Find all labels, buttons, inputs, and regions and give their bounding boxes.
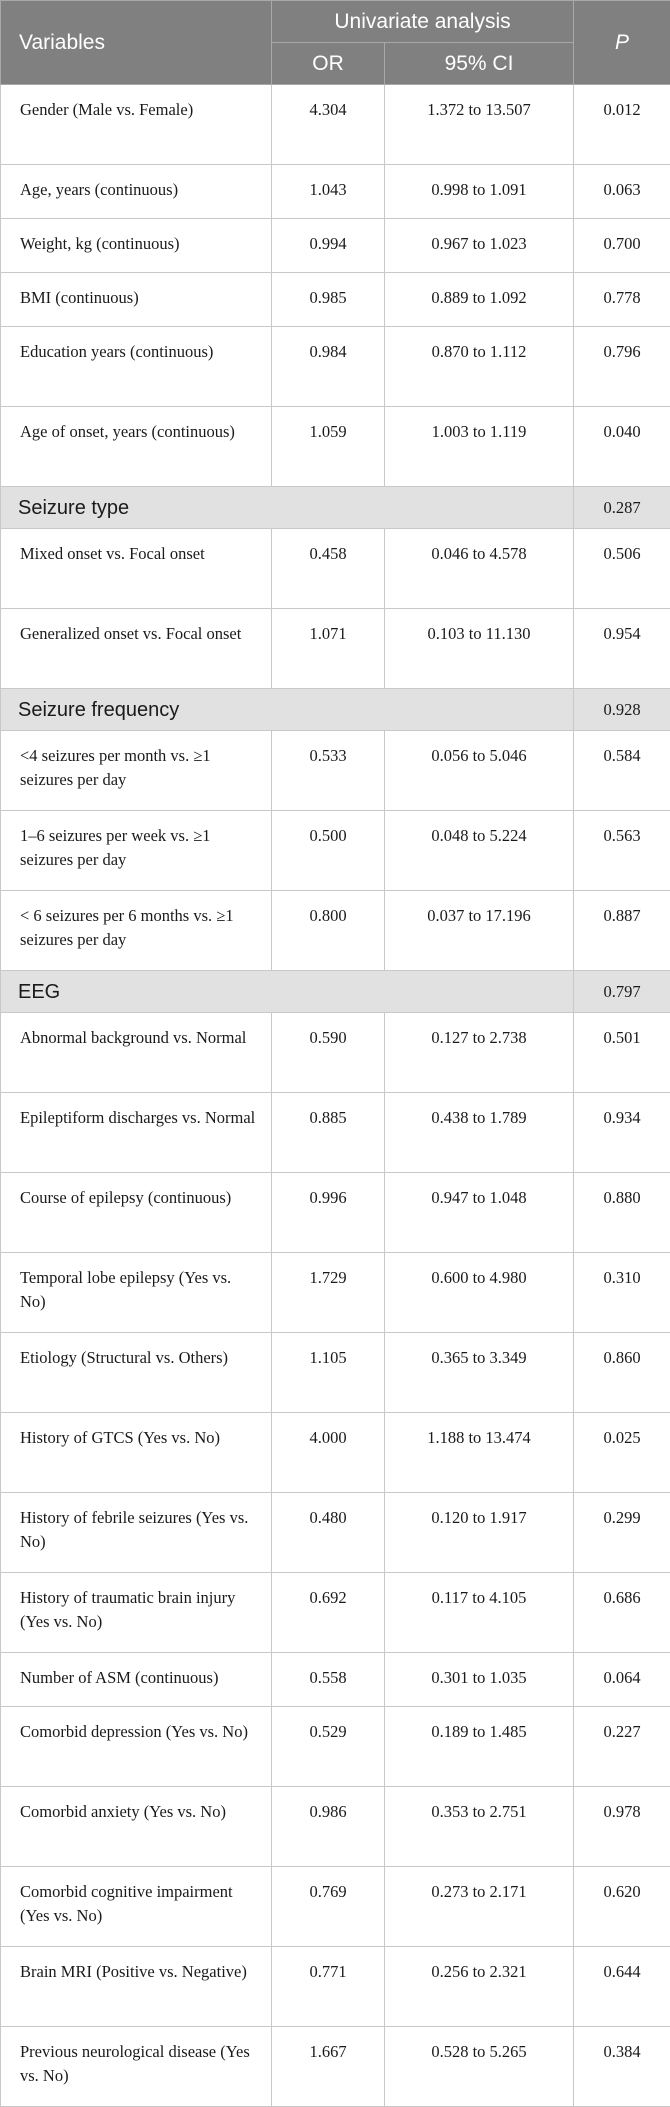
- ci-value: 0.998 to 1.091: [385, 165, 574, 219]
- variable-label: Number of ASM (continuous): [1, 1653, 272, 1707]
- section-p-value: 0.287: [574, 487, 670, 529]
- table-row: [1, 1093, 670, 1173]
- table-row: [1, 327, 670, 407]
- or-value: 0.986: [272, 1787, 385, 1867]
- variable-label: < 6 seizures per 6 months vs. ≥1 seizures per day: [1, 891, 272, 971]
- ci-value: 0.189 to 1.485: [385, 1707, 574, 1787]
- table-row: [1, 731, 670, 811]
- p-value: 0.686: [574, 1573, 670, 1653]
- table-row: [1, 1787, 670, 1867]
- table-row: [1, 529, 670, 609]
- header-ci: 95% CI: [385, 43, 574, 85]
- ci-value: 1.372 to 13.507: [385, 85, 574, 165]
- ci-value: 0.056 to 5.046: [385, 731, 574, 811]
- variable-label: <4 seizures per month vs. ≥1 seizures per day: [1, 731, 272, 811]
- or-value: 1.667: [272, 2027, 385, 2107]
- table-header: [1, 1, 670, 85]
- section-label: Seizure type: [1, 487, 574, 529]
- variable-label: Previous neurological disease (Yes vs. No): [1, 2027, 272, 2107]
- ci-value: 0.353 to 2.751: [385, 1787, 574, 1867]
- p-value: 0.040: [574, 407, 670, 487]
- or-value: 1.729: [272, 1253, 385, 1333]
- p-value: 0.299: [574, 1493, 670, 1573]
- variable-label: Temporal lobe epilepsy (Yes vs. No): [1, 1253, 272, 1333]
- table-row: [1, 1013, 670, 1093]
- p-value: 0.584: [574, 731, 670, 811]
- or-value: 0.458: [272, 529, 385, 609]
- or-value: 0.558: [272, 1653, 385, 1707]
- ci-value: 0.120 to 1.917: [385, 1493, 574, 1573]
- p-value: 0.700: [574, 219, 670, 273]
- or-value: 4.304: [272, 85, 385, 165]
- or-value: 1.071: [272, 609, 385, 689]
- or-value: 1.105: [272, 1333, 385, 1413]
- or-value: 0.996: [272, 1173, 385, 1253]
- ci-value: 0.870 to 1.112: [385, 327, 574, 407]
- or-value: 0.533: [272, 731, 385, 811]
- ci-value: 1.188 to 13.474: [385, 1413, 574, 1493]
- variable-label: Comorbid cognitive impairment (Yes vs. No): [1, 1867, 272, 1947]
- or-value: 4.000: [272, 1413, 385, 1493]
- variable-label: 1–6 seizures per week vs. ≥1 seizures per day: [1, 811, 272, 891]
- table-row: [1, 407, 670, 487]
- variable-label: Abnormal background vs. Normal: [1, 1013, 272, 1093]
- section-p-value: 0.928: [574, 689, 670, 731]
- variable-label: History of GTCS (Yes vs. No): [1, 1413, 272, 1493]
- table-row: [1, 1253, 670, 1333]
- p-value: 0.887: [574, 891, 670, 971]
- ci-value: 1.003 to 1.119: [385, 407, 574, 487]
- p-value: 0.978: [574, 1787, 670, 1867]
- variable-label: History of febrile seizures (Yes vs. No): [1, 1493, 272, 1573]
- ci-value: 0.046 to 4.578: [385, 529, 574, 609]
- table-row: [1, 2027, 670, 2107]
- table-body: [1, 85, 670, 2107]
- variable-label: Course of epilepsy (continuous): [1, 1173, 272, 1253]
- or-value: 0.769: [272, 1867, 385, 1947]
- table-row: [1, 165, 670, 219]
- table-row: [1, 1173, 670, 1253]
- variable-label: Gender (Male vs. Female): [1, 85, 272, 165]
- p-value: 0.880: [574, 1173, 670, 1253]
- ci-value: 0.600 to 4.980: [385, 1253, 574, 1333]
- table-row: [1, 811, 670, 891]
- ci-value: 0.889 to 1.092: [385, 273, 574, 327]
- ci-value: 0.103 to 11.130: [385, 609, 574, 689]
- p-value: 0.796: [574, 327, 670, 407]
- p-value: 0.778: [574, 273, 670, 327]
- ci-value: 0.273 to 2.171: [385, 1867, 574, 1947]
- variable-label: Generalized onset vs. Focal onset: [1, 609, 272, 689]
- or-value: 0.985: [272, 273, 385, 327]
- p-value: 0.954: [574, 609, 670, 689]
- or-value: 0.692: [272, 1573, 385, 1653]
- p-value: 0.227: [574, 1707, 670, 1787]
- ci-value: 0.301 to 1.035: [385, 1653, 574, 1707]
- or-value: 0.590: [272, 1013, 385, 1093]
- ci-value: 0.528 to 5.265: [385, 2027, 574, 2107]
- or-value: 0.885: [272, 1093, 385, 1173]
- section-row: [1, 971, 670, 1013]
- variable-label: History of traumatic brain injury (Yes vs. No): [1, 1573, 272, 1653]
- ci-value: 0.438 to 1.789: [385, 1093, 574, 1173]
- ci-value: 0.256 to 2.321: [385, 1947, 574, 2027]
- variable-label: Etiology (Structural vs. Others): [1, 1333, 272, 1413]
- section-p-value: 0.797: [574, 971, 670, 1013]
- table-row: [1, 1413, 670, 1493]
- table-row: [1, 1333, 670, 1413]
- p-value: 0.644: [574, 1947, 670, 2027]
- p-value: 0.563: [574, 811, 670, 891]
- table-row: [1, 891, 670, 971]
- ci-value: 0.127 to 2.738: [385, 1013, 574, 1093]
- header-or: OR: [272, 43, 385, 85]
- section-row: [1, 487, 670, 529]
- variable-label: Weight, kg (continuous): [1, 219, 272, 273]
- header-variables: Variables: [1, 1, 272, 85]
- section-label: EEG: [1, 971, 574, 1013]
- p-value: 0.064: [574, 1653, 670, 1707]
- variable-label: Age of onset, years (continuous): [1, 407, 272, 487]
- ci-value: 0.365 to 3.349: [385, 1333, 574, 1413]
- table-row: [1, 273, 670, 327]
- p-value: 0.501: [574, 1013, 670, 1093]
- table-row: [1, 1573, 670, 1653]
- p-value: 0.860: [574, 1333, 670, 1413]
- variable-label: Brain MRI (Positive vs. Negative): [1, 1947, 272, 2027]
- ci-value: 0.048 to 5.224: [385, 811, 574, 891]
- table-row: [1, 609, 670, 689]
- p-value: 0.310: [574, 1253, 670, 1333]
- variable-label: Comorbid anxiety (Yes vs. No): [1, 1787, 272, 1867]
- or-value: 1.043: [272, 165, 385, 219]
- or-value: 0.529: [272, 1707, 385, 1787]
- or-value: 0.994: [272, 219, 385, 273]
- or-value: 0.800: [272, 891, 385, 971]
- ci-value: 0.037 to 17.196: [385, 891, 574, 971]
- or-value: 1.059: [272, 407, 385, 487]
- table-row: [1, 1867, 670, 1947]
- variable-label: Comorbid depression (Yes vs. No): [1, 1707, 272, 1787]
- section-label: Seizure frequency: [1, 689, 574, 731]
- variable-label: Mixed onset vs. Focal onset: [1, 529, 272, 609]
- ci-value: 0.967 to 1.023: [385, 219, 574, 273]
- table-row: [1, 1707, 670, 1787]
- table-row: [1, 219, 670, 273]
- table-row: [1, 85, 670, 165]
- p-value: 0.506: [574, 529, 670, 609]
- table-row: [1, 1653, 670, 1707]
- p-value: 0.012: [574, 85, 670, 165]
- p-value: 0.384: [574, 2027, 670, 2107]
- variable-label: Age, years (continuous): [1, 165, 272, 219]
- p-value: 0.063: [574, 165, 670, 219]
- table-row: [1, 1947, 670, 2027]
- section-row: [1, 689, 670, 731]
- ci-value: 0.117 to 4.105: [385, 1573, 574, 1653]
- variable-label: BMI (continuous): [1, 273, 272, 327]
- table-row: [1, 1493, 670, 1573]
- or-value: 0.500: [272, 811, 385, 891]
- p-value: 0.025: [574, 1413, 670, 1493]
- p-value: 0.620: [574, 1867, 670, 1947]
- or-value: 0.771: [272, 1947, 385, 2027]
- header-p-value: P: [574, 1, 670, 85]
- header-univariate-analysis: Univariate analysis: [272, 1, 574, 43]
- variable-label: Epileptiform discharges vs. Normal: [1, 1093, 272, 1173]
- p-value: 0.934: [574, 1093, 670, 1173]
- variable-label: Education years (continuous): [1, 327, 272, 407]
- or-value: 0.480: [272, 1493, 385, 1573]
- ci-value: 0.947 to 1.048: [385, 1173, 574, 1253]
- or-value: 0.984: [272, 327, 385, 407]
